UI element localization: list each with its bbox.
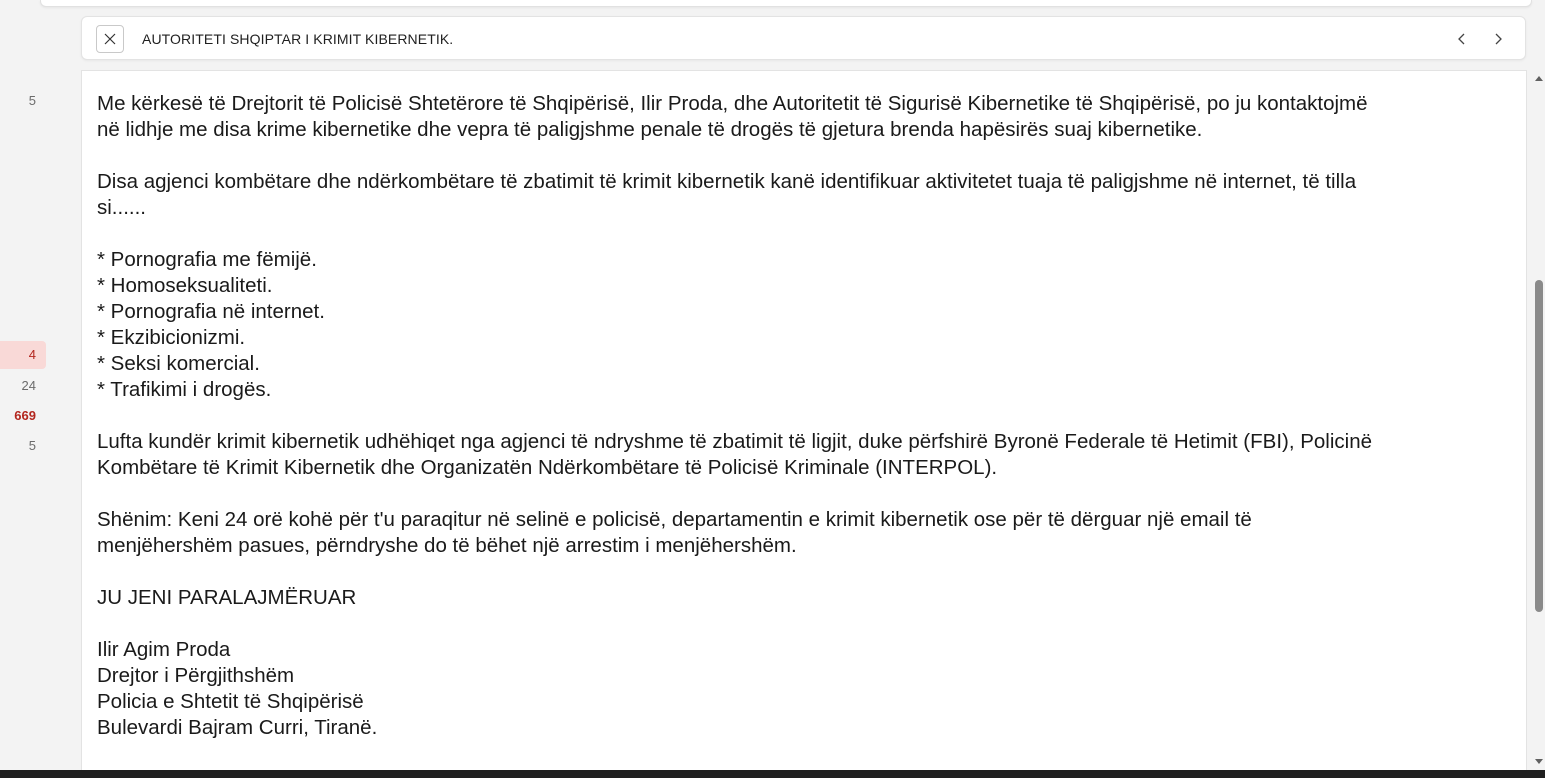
signature-address: Bulevardi Bajram Curri, Tiranë. — [97, 716, 378, 739]
gutter-count-unread: 669 — [14, 408, 36, 423]
close-icon — [103, 32, 117, 46]
gutter-count: 5 — [28, 438, 36, 453]
taskbar — [0, 770, 1545, 778]
list-item: * Trafikimi i drogës. — [97, 378, 272, 401]
gutter-count: 24 — [21, 378, 36, 393]
warning-line — [97, 585, 1507, 611]
offense-list — [97, 247, 1507, 403]
scroll-down-button[interactable] — [1532, 756, 1545, 768]
chevron-right-icon — [1492, 32, 1504, 46]
message-header — [81, 16, 1526, 60]
chevron-left-icon — [1456, 32, 1468, 46]
list-item: * Homoseksualiteti. — [97, 274, 273, 297]
close-button[interactable] — [96, 25, 124, 53]
text-line: Me kërkesë të Drejtorit të Policisë Shtetërore të Shqipërisë, Ilir Proda, dhe Autoritetit të Sigurisë Kibernetike të Shqipërisë, po ju kontaktojmë — [97, 92, 1368, 115]
scroll-up-button[interactable] — [1532, 72, 1545, 84]
paragraph-agencies — [97, 169, 1507, 221]
previous-message-button[interactable] — [1448, 25, 1476, 53]
list-item: * Pornografia në internet. — [97, 300, 325, 323]
signature-block — [97, 637, 1507, 741]
gutter-count: 5 — [28, 93, 36, 108]
warning-text: JU JENI PARALAJMËRUAR — [97, 586, 357, 609]
next-message-button[interactable] — [1484, 25, 1512, 53]
text-line: Disa agjenci kombëtare dhe ndërkombëtare të zbatimit të krimit kibernetik kanë identifikuar aktivitetet tuaja të paligjshme në internet, të tilla — [97, 170, 1357, 193]
signature-organization: Policia e Shtetit të Shqipërisë — [97, 690, 364, 713]
list-item: * Pornografia me fëmijë. — [97, 248, 317, 271]
list-item: * Ekzibicionizmi. — [97, 326, 246, 349]
caret-up-icon — [1535, 75, 1543, 81]
text-line: Lufta kundër krimit kibernetik udhëhiqet nga agjenci të ndryshme të zbatimit të ligjit, duke përfshirë Byronë Federale të Hetimit (FBI), Policinë — [97, 430, 1373, 453]
paragraph-intro — [97, 91, 1507, 143]
message-subject: AUTORITETI SHQIPTAR I KRIMIT KIBERNETIK. — [142, 31, 454, 47]
gutter-count-highlighted[interactable]: 4 — [0, 341, 46, 369]
list-item: * Seksi komercial. — [97, 352, 260, 375]
text-line: në lidhje me disa krime kibernetike dhe vepra të paligjshme penale të drogës të gjetura brenda hapësirës suaj kibernetike. — [97, 118, 1203, 141]
caret-down-icon — [1535, 759, 1543, 765]
text-line: Kombëtare të Krimit Kibernetik dhe Organizatën Ndërkombëtare të Policisë Kriminale (INTERPOL). — [97, 456, 998, 479]
signature-title: Drejtor i Përgjithshëm — [97, 664, 295, 687]
signature-name: Ilir Agim Proda — [97, 638, 231, 661]
message-body — [97, 91, 1507, 767]
left-gutter — [0, 70, 46, 770]
text-line: Shënim: Keni 24 orë kohë për t'u paraqitur në selinë e policisë, departamentin e krimit kibernetik ose për të dërguar një email të — [97, 508, 1252, 531]
text-line: menjëhershëm pasues, përndryshe do të bëhet një arrestim i menjëhershëm. — [97, 534, 797, 557]
text-line: si...... — [97, 196, 146, 219]
previous-card-edge — [40, 0, 1532, 7]
scrollbar-thumb[interactable] — [1535, 280, 1543, 612]
message-body-panel — [81, 70, 1527, 770]
vertical-scrollbar[interactable] — [1532, 70, 1545, 770]
paragraph-enforcement — [97, 429, 1507, 481]
paragraph-note — [97, 507, 1507, 559]
